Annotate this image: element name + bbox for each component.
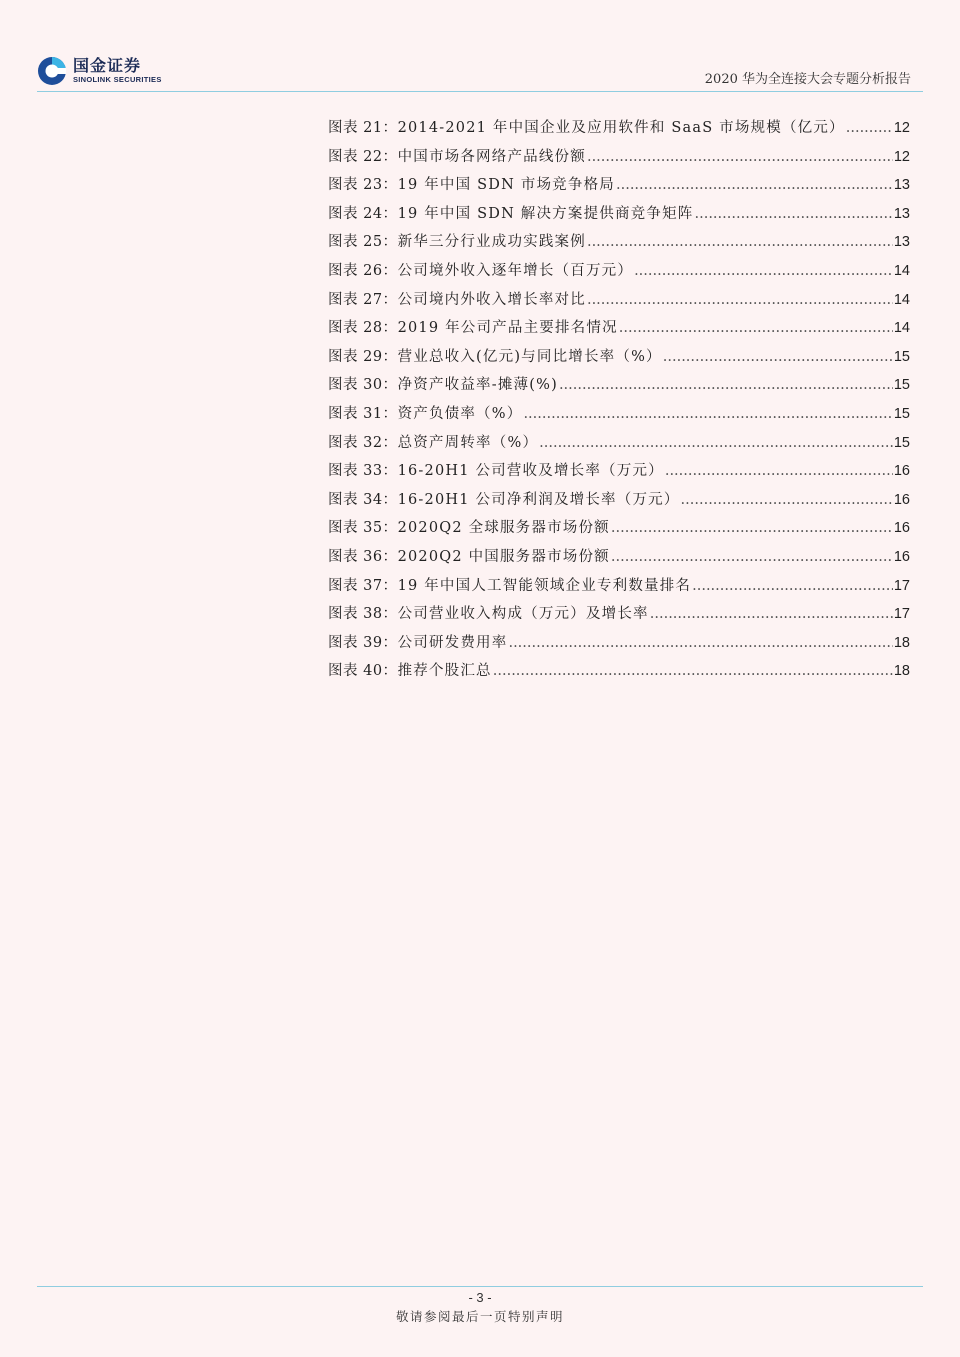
toc-item-page: 14	[893, 291, 910, 308]
toc-item-page: 15	[893, 377, 910, 394]
toc-item[interactable]	[328, 116, 910, 145]
toc-dot-leader	[665, 463, 893, 479]
toc-item-page: 14	[893, 262, 910, 279]
toc-dot-leader	[681, 492, 893, 508]
toc-item-page: 17	[893, 577, 910, 594]
toc-item-page: 16	[893, 520, 910, 537]
toc-item-title: 19 年中国 SDN 解决方案提供商竞争矩阵	[397, 205, 694, 222]
toc-item-page: 18	[893, 663, 910, 680]
company-logo	[37, 56, 162, 86]
toc-item-title: 16-20H1 公司营收及增长率（万元）	[397, 463, 664, 480]
toc-item[interactable]	[328, 259, 910, 288]
toc-item[interactable]	[328, 659, 910, 688]
toc-item-page: 16	[893, 491, 910, 508]
toc-item-label: 图表 21：	[328, 120, 398, 136]
toc-item-label: 图表 22：	[328, 148, 398, 165]
toc-item-title: 公司营业收入构成（万元）及增长率	[397, 606, 649, 623]
toc-item[interactable]	[328, 402, 910, 431]
toc-item-title: 总资产周转率（%）	[397, 434, 539, 451]
toc-dot-leader	[523, 406, 892, 422]
toc-item-page: 13	[893, 205, 910, 222]
toc-item[interactable]	[328, 173, 910, 202]
toc-item-label: 图表 34：	[328, 491, 398, 508]
toc-item[interactable]	[328, 373, 910, 402]
toc-dot-leader	[611, 549, 893, 565]
toc-item-page: 12	[893, 120, 910, 136]
toc-item-title: 19 年中国人工智能领域企业专利数量排名	[397, 577, 692, 594]
toc-item-label: 图表 29：	[328, 348, 398, 365]
page-number: - 3 -	[468, 1290, 492, 1305]
toc-item-label: 图表 38：	[328, 606, 398, 623]
toc-dot-leader	[493, 663, 893, 679]
toc-item[interactable]	[328, 516, 910, 545]
toc-dot-leader	[663, 349, 893, 365]
toc-item[interactable]	[328, 145, 910, 174]
logo-english-name: SINOLINK SECURITIES	[73, 75, 162, 84]
toc-dot-leader	[611, 520, 893, 536]
toc-item-label: 图表 30：	[328, 377, 398, 394]
toc-item[interactable]	[328, 574, 910, 603]
toc-item-page: 16	[893, 463, 910, 480]
figure-list	[328, 116, 910, 688]
toc-dot-leader	[695, 206, 893, 222]
toc-item-label: 图表 33：	[328, 463, 398, 480]
disclaimer: 敬请参阅最后一页特别声明	[395, 1309, 564, 1324]
sinolink-logo-icon	[37, 56, 67, 86]
toc-item[interactable]	[328, 545, 910, 574]
toc-item-page: 15	[893, 434, 910, 451]
toc-item-label: 图表 25：	[328, 234, 398, 251]
toc-item[interactable]	[328, 602, 910, 631]
toc-dot-leader	[559, 377, 893, 393]
toc-item-page: 18	[893, 634, 910, 651]
toc-item-label: 图表 35：	[328, 520, 398, 537]
toc-item-page: 15	[893, 348, 910, 365]
toc-item-page: 12	[893, 148, 910, 165]
toc-item-label: 图表 28：	[328, 320, 398, 337]
toc-item-label: 图表 26：	[328, 262, 398, 279]
toc-item-title: 资产负债率（%）	[397, 405, 523, 422]
toc-item-title: 19 年中国 SDN 市场竞争格局	[397, 177, 615, 194]
toc-item-title: 2020Q2 中国服务器市场份额	[397, 548, 610, 565]
toc-item-title: 2014-2021 年中国企业及应用软件和 SaaS 市场规模（亿元）	[397, 120, 845, 136]
toc-item-label: 图表 36：	[328, 548, 398, 565]
toc-item-label: 图表 27：	[328, 291, 398, 308]
toc-item-title: 中国市场各网络产品线份额	[397, 148, 586, 165]
footer-divider	[37, 1286, 923, 1287]
toc-dot-leader	[634, 263, 893, 279]
toc-dot-leader	[619, 320, 893, 336]
toc-item-title: 公司研发费用率	[397, 634, 508, 651]
toc-item-label: 图表 24：	[328, 205, 398, 222]
toc-dot-leader	[846, 120, 893, 136]
toc-item-title: 净资产收益率-摊薄(%)	[397, 377, 558, 394]
toc-item-title: 新华三分行业成功实践案例	[397, 234, 586, 251]
toc-dot-leader	[650, 606, 893, 622]
toc-dot-leader	[587, 234, 893, 250]
toc-dot-leader	[587, 149, 893, 165]
toc-item-title: 公司境外收入逐年增长（百万元）	[397, 262, 634, 279]
toc-item-title: 2020Q2 全球服务器市场份额	[397, 520, 610, 537]
toc-dot-leader	[508, 635, 892, 651]
toc-item-page: 16	[893, 548, 910, 565]
toc-item-label: 图表 37：	[328, 577, 398, 594]
logo-chinese-name: 国金证券	[73, 56, 142, 75]
toc-item[interactable]	[328, 345, 910, 374]
toc-dot-leader	[616, 177, 893, 193]
toc-item-label: 图表 39：	[328, 634, 398, 651]
toc-item-title: 2019 年公司产品主要排名情况	[397, 320, 618, 337]
toc-dot-leader	[587, 292, 893, 308]
toc-item-page: 14	[893, 320, 910, 337]
toc-item-label: 图表 40：	[328, 663, 398, 680]
toc-item[interactable]	[328, 631, 910, 660]
toc-item[interactable]	[328, 202, 910, 231]
page-header	[0, 0, 960, 96]
toc-item[interactable]	[328, 316, 910, 345]
toc-item-title: 16-20H1 公司净利润及增长率（万元）	[397, 491, 680, 508]
toc-item[interactable]	[328, 459, 910, 488]
toc-item-page: 17	[893, 606, 910, 623]
toc-item-title: 公司境内外收入增长率对比	[397, 291, 586, 308]
toc-item-title: 推荐个股汇总	[397, 663, 492, 680]
header-divider	[37, 91, 923, 92]
toc-item-label: 图表 23：	[328, 177, 398, 194]
toc-item-page: 13	[893, 234, 910, 251]
toc-item[interactable]	[328, 488, 910, 517]
toc-item-title: 营业总收入(亿元)与同比增长率（%）	[397, 348, 662, 365]
toc-item[interactable]	[328, 431, 910, 460]
toc-item-label: 图表 32：	[328, 434, 398, 451]
toc-item[interactable]	[328, 230, 910, 259]
toc-dot-leader	[539, 435, 893, 451]
toc-item-page: 15	[893, 405, 910, 422]
report-title: 2020 华为全连接大会专题分析报告	[704, 72, 911, 87]
toc-item-page: 13	[893, 177, 910, 194]
toc-item-label: 图表 31：	[328, 405, 398, 422]
toc-item[interactable]	[328, 288, 910, 317]
toc-dot-leader	[692, 578, 893, 594]
